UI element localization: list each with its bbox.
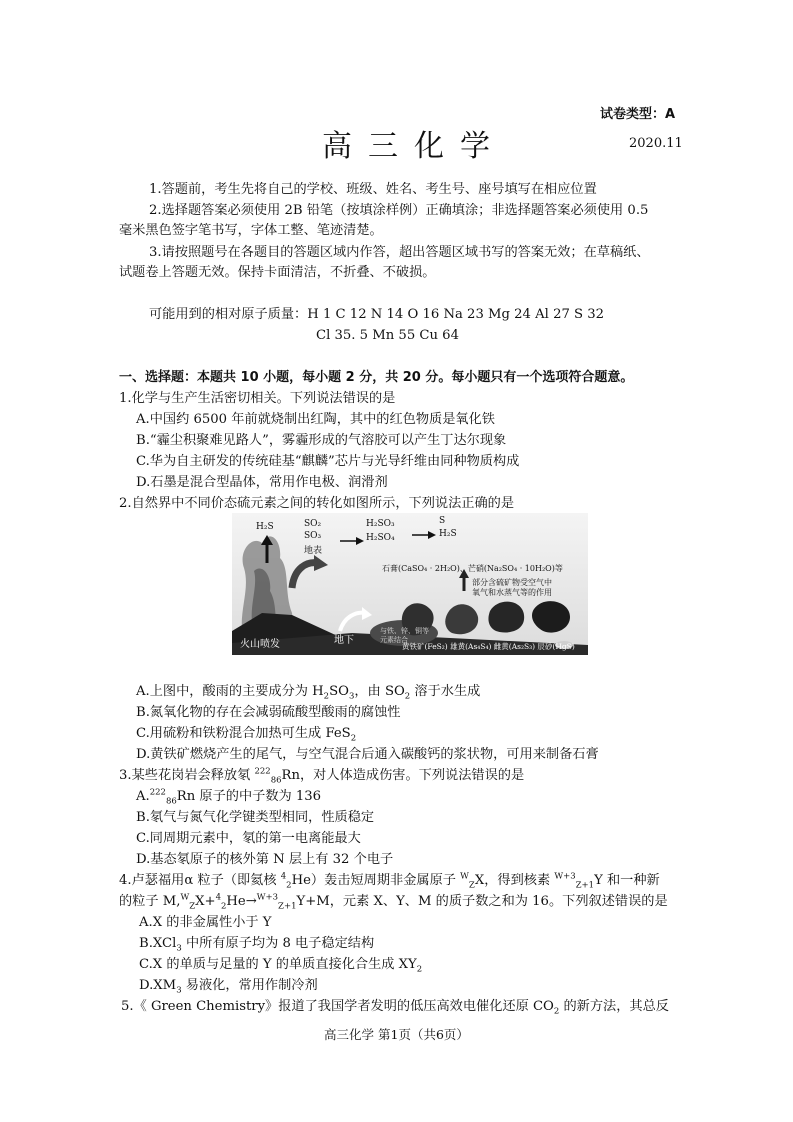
fig-surface: 地表 [304,546,323,556]
q3-option-c: C.同周期元素中，氡的第一电离能最大 [136,831,361,846]
q3-option-a: A.$^{222}_{86}$Rn 原子的中子数为 136 [136,787,322,807]
atomic-masses-1: 可能用到的相对原子质量：H 1 C 12 N 14 O 16 Na 23 Mg 24 Al 27 S 32 [149,307,605,322]
q4-option-b: B.XCl$_3$ 中所有原子均为 8 电子稳定结构 [139,936,375,954]
q1-option-d: D.石墨是混合型晶体，常用作电极、润滑剂 [136,475,388,490]
instruction-2-cont: 毫米黑色签字笔书写，字体工整、笔迹清楚。 [119,223,383,238]
instruction-3-cont: 试题卷上答题无效。保持卡面清洁，不折叠、不破损。 [119,265,436,280]
page-title: 高三化学 [322,129,506,164]
q4-stem-2: 的粒子 M,$^W_Z$X+$^4_2$He→$^{W+3}_{Z+1}$Y+M，元素 X、Y、M 的质子数之和为 16。下列叙述错误的是 [119,892,668,912]
q4-stem-1: 4.卢瑟福用α 粒子（即氦核 $^4_2$He）轰击短周期非金属原子 $^W_Z$X，得到核素 $^{W+3}_{Z+1}$Y 和一种新 [119,871,660,891]
sulfur-cycle-figure [232,513,588,655]
fig-so3: SO₃ [304,531,322,541]
page-footer: 高三化学 第1页（共6页） [324,1027,469,1042]
fig-so2: SO₂ [304,519,322,529]
fig-volcano: 火山喷发 [240,639,280,650]
q4-option-a: A.X 的非金属性小于 Y [139,915,272,930]
q2-option-a: A.上图中，酸雨的主要成分为 $H_2SO_3$，由 $SO_2$ 溶于水生成 [136,684,481,702]
fig-oxidation-note-2: 氧气和水蒸气等的作用 [472,588,552,597]
q1-stem: 1.化学与生产生活密切相关。下列说法错误的是 [119,391,396,406]
q3-stem: 3.某些花岗岩会释放氡 $^{222}_{86}$Rn，对人体造成伤害。下列说法错误的是 [119,766,525,786]
fig-oxidation-note-1: 部分含硫矿物受空气中 [472,578,552,587]
exam-date: 2020.11 [629,136,683,151]
fig-h2s-right: H₂S [439,529,457,539]
q3-option-b: B.氡气与氮气化学键类型相同，性质稳定 [136,810,375,825]
q2-option-b: B.氮氧化物的存在会减弱硫酸型酸雨的腐蚀性 [136,705,401,720]
instruction-1: 1.答题前，考生先将自己的学校、班级、姓名、考生号、座号填写在相应位置 [149,182,597,197]
q2-option-c: C.用硫粉和铁粉混合加热可生成 FeS$_2$ [136,726,357,744]
section-heading: 一、选择题：本题共 10 小题，每小题 2 分，共 20 分。每小题只有一个选项符合题意。 [119,370,634,385]
fig-h2so4: H₂SO₄ [366,533,395,543]
fig-minerals-bottom: 黄铁矿(FeS₂) 雄黄(As₄S₄) 雌黄(As₂S₃) 辰砂(HgS) [402,642,575,651]
q2-option-d: D.黄铁矿燃烧产生的尾气，与空气混合后通入碳酸钙的浆状物，可用来制备石膏 [136,747,599,762]
fig-minerals-top: 石膏(CaSO₄ · 2H₂O)、芒硝(Na₂SO₄ · 10H₂O)等 [382,564,563,573]
q3-option-d: D.基态氡原子的核外第 N 层上有 32 个电子 [136,852,394,867]
instruction-3: 3.请按照题号在各题目的答题区域内作答，超出答题区域书写的答案无效；在草稿纸、 [149,245,650,260]
instruction-2: 2.选择题答案必须使用 2B 铅笔（按填涂样例）正确填涂；非选择题答案必须使用 0.5 [149,203,649,218]
q5-stem: 5.《 Green Chemistry》报道了我国学者发明的低压高效电催化还原 $CO_2$ 的新方法，其总反 [121,999,669,1017]
q2-stem: 2.自然界中不同价态硫元素之间的转化如图所示，下列说法正确的是 [119,496,515,511]
paper-type: 试卷类型：A [599,107,675,122]
atomic-masses-2: Cl 35. 5 Mn 55 Cu 64 [316,328,459,343]
q1-option-c: C.华为自主研发的传统硅基“麒麟”芯片与光导纤维由同种物质构成 [136,454,520,469]
fig-underground: 地下 [334,635,354,646]
fig-h2s-left: H₂S [256,522,274,532]
q4-option-d: $D.XM_3$ 易液化，常用作制冷剂 [139,978,318,996]
q1-option-a: A.中国约 6500 年前就烧制出红陶，其中的红色物质是氧化铁 [136,412,495,427]
fig-band: 与铁、锌、铜等元素结合 [380,627,429,644]
fig-s: S [439,516,446,526]
fig-h2so3: H₂SO₃ [366,519,395,529]
q1-option-b: B.“霾尘积聚难见路人”，雾霾形成的气溶胶可以产生丁达尔现象 [136,433,507,448]
q4-option-c: C.X 的单质与足量的 Y 的单质直接化合生成 $XY_2$ [139,957,423,975]
